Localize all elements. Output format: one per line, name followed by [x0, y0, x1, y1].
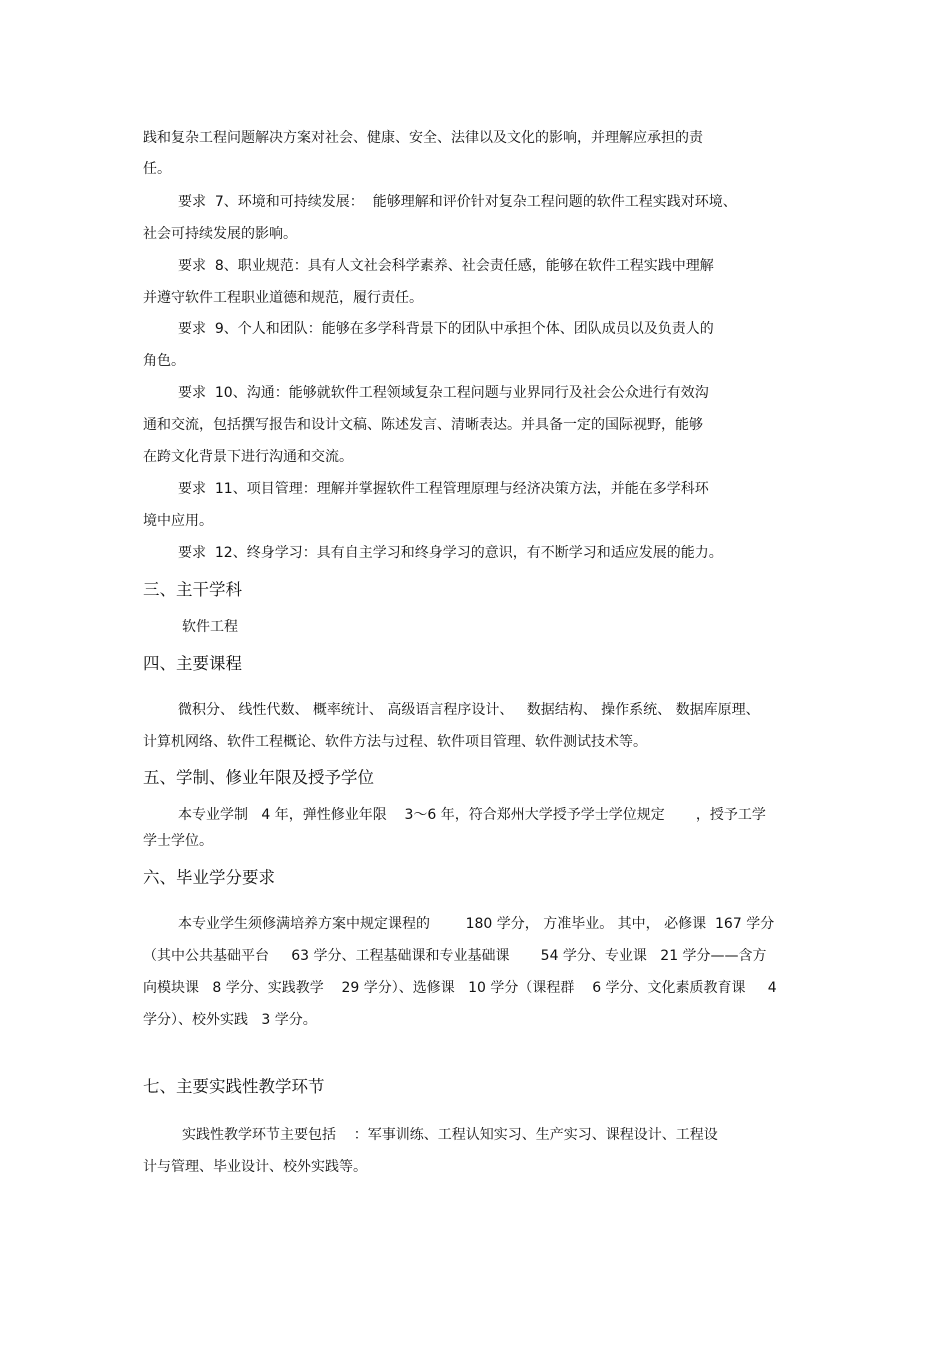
req7-line1: 要求 7、环境和可持续发展： 能够理解和评价针对复杂工程问题的软件工程实践对环境、 [178, 194, 737, 210]
section-6-line4: 学分）、校外实践 3 学分。 [143, 1012, 317, 1028]
section-7-line1: 实践性教学环节主要包括 ：军事训练、工程认知实习、生产实习、课程设计、工程设 [182, 1127, 718, 1143]
req10-line3: 在跨文化背景下进行沟通和交流。 [143, 449, 353, 465]
section-7-heading: 七、主要实践性教学环节 [143, 1077, 325, 1096]
req10-line1: 要求 10、沟通：能够就软件工程领域复杂工程问题与业界同行及社会公众进行有效沟 [178, 385, 709, 401]
req9-line2: 角色。 [143, 353, 185, 369]
section-5-line2: 学士学位。 [143, 833, 213, 849]
section-6-line2: （其中公共基础平台 63 学分、工程基础课和专业基础课 54 学分、专业课 21 学分——含方 [143, 948, 767, 964]
req8-line2: 并遵守软件工程职业道德和规范，履行责任。 [143, 290, 423, 306]
section-3-heading: 三、主干学科 [143, 580, 242, 599]
req6-cont-line2: 任。 [143, 161, 171, 177]
section-5-line1: 本专业学制 4 年，弹性修业年限 3～6 年，符合郑州大学授予学士学位规定 ，授予工学 [178, 807, 766, 823]
section-3-body: 软件工程 [182, 619, 238, 635]
section-5-heading: 五、学制、修业年限及授予学位 [143, 768, 374, 787]
req10-line2: 通和交流，包括撰写报告和设计文稿、陈述发言、清晰表达。并具备一定的国际视野，能够 [143, 417, 703, 433]
req8-line1: 要求 8、职业规范：具有人文社会科学素养、社会责任感，能够在软件工程实践中理解 [178, 258, 714, 274]
section-4-line2: 计算机网络、软件工程概论、软件方法与过程、软件项目管理、软件测试技术等。 [143, 734, 647, 750]
section-6-line1: 本专业学生须修满培养方案中规定课程的 180 学分， 方准毕业。 其中， 必修课 167 学分 [178, 916, 775, 932]
section-4-line1: 微积分、 线性代数、 概率统计、 高级语言程序设计、 数据结构、 操作系统、 数据库原理、 [178, 702, 760, 718]
section-6-line3: 向模块课 8 学分、实践教学 29 学分）、选修课 10 学分（课程群 6 学分、文化素质教育课 4 [143, 980, 777, 996]
req9-line1: 要求 9、个人和团队：能够在多学科背景下的团队中承担个体、团队成员以及负责人的 [178, 321, 714, 337]
section-7-line2: 计与管理、毕业设计、校外实践等。 [143, 1159, 367, 1175]
section-4-heading: 四、主要课程 [143, 654, 242, 673]
req6-cont-line1: 践和复杂工程问题解决方案对社会、健康、安全、法律以及文化的影响，并理解应承担的责 [143, 130, 703, 146]
req12-line1: 要求 12、终身学习：具有自主学习和终身学习的意识，有不断学习和适应发展的能力。 [178, 545, 723, 561]
req11-line2: 境中应用。 [143, 513, 213, 529]
section-6-heading: 六、毕业学分要求 [143, 868, 275, 887]
req7-line2: 社会可持续发展的影响。 [143, 226, 297, 242]
req11-line1: 要求 11、项目管理：理解并掌握软件工程管理原理与经济决策方法，并能在多学科环 [178, 481, 709, 497]
